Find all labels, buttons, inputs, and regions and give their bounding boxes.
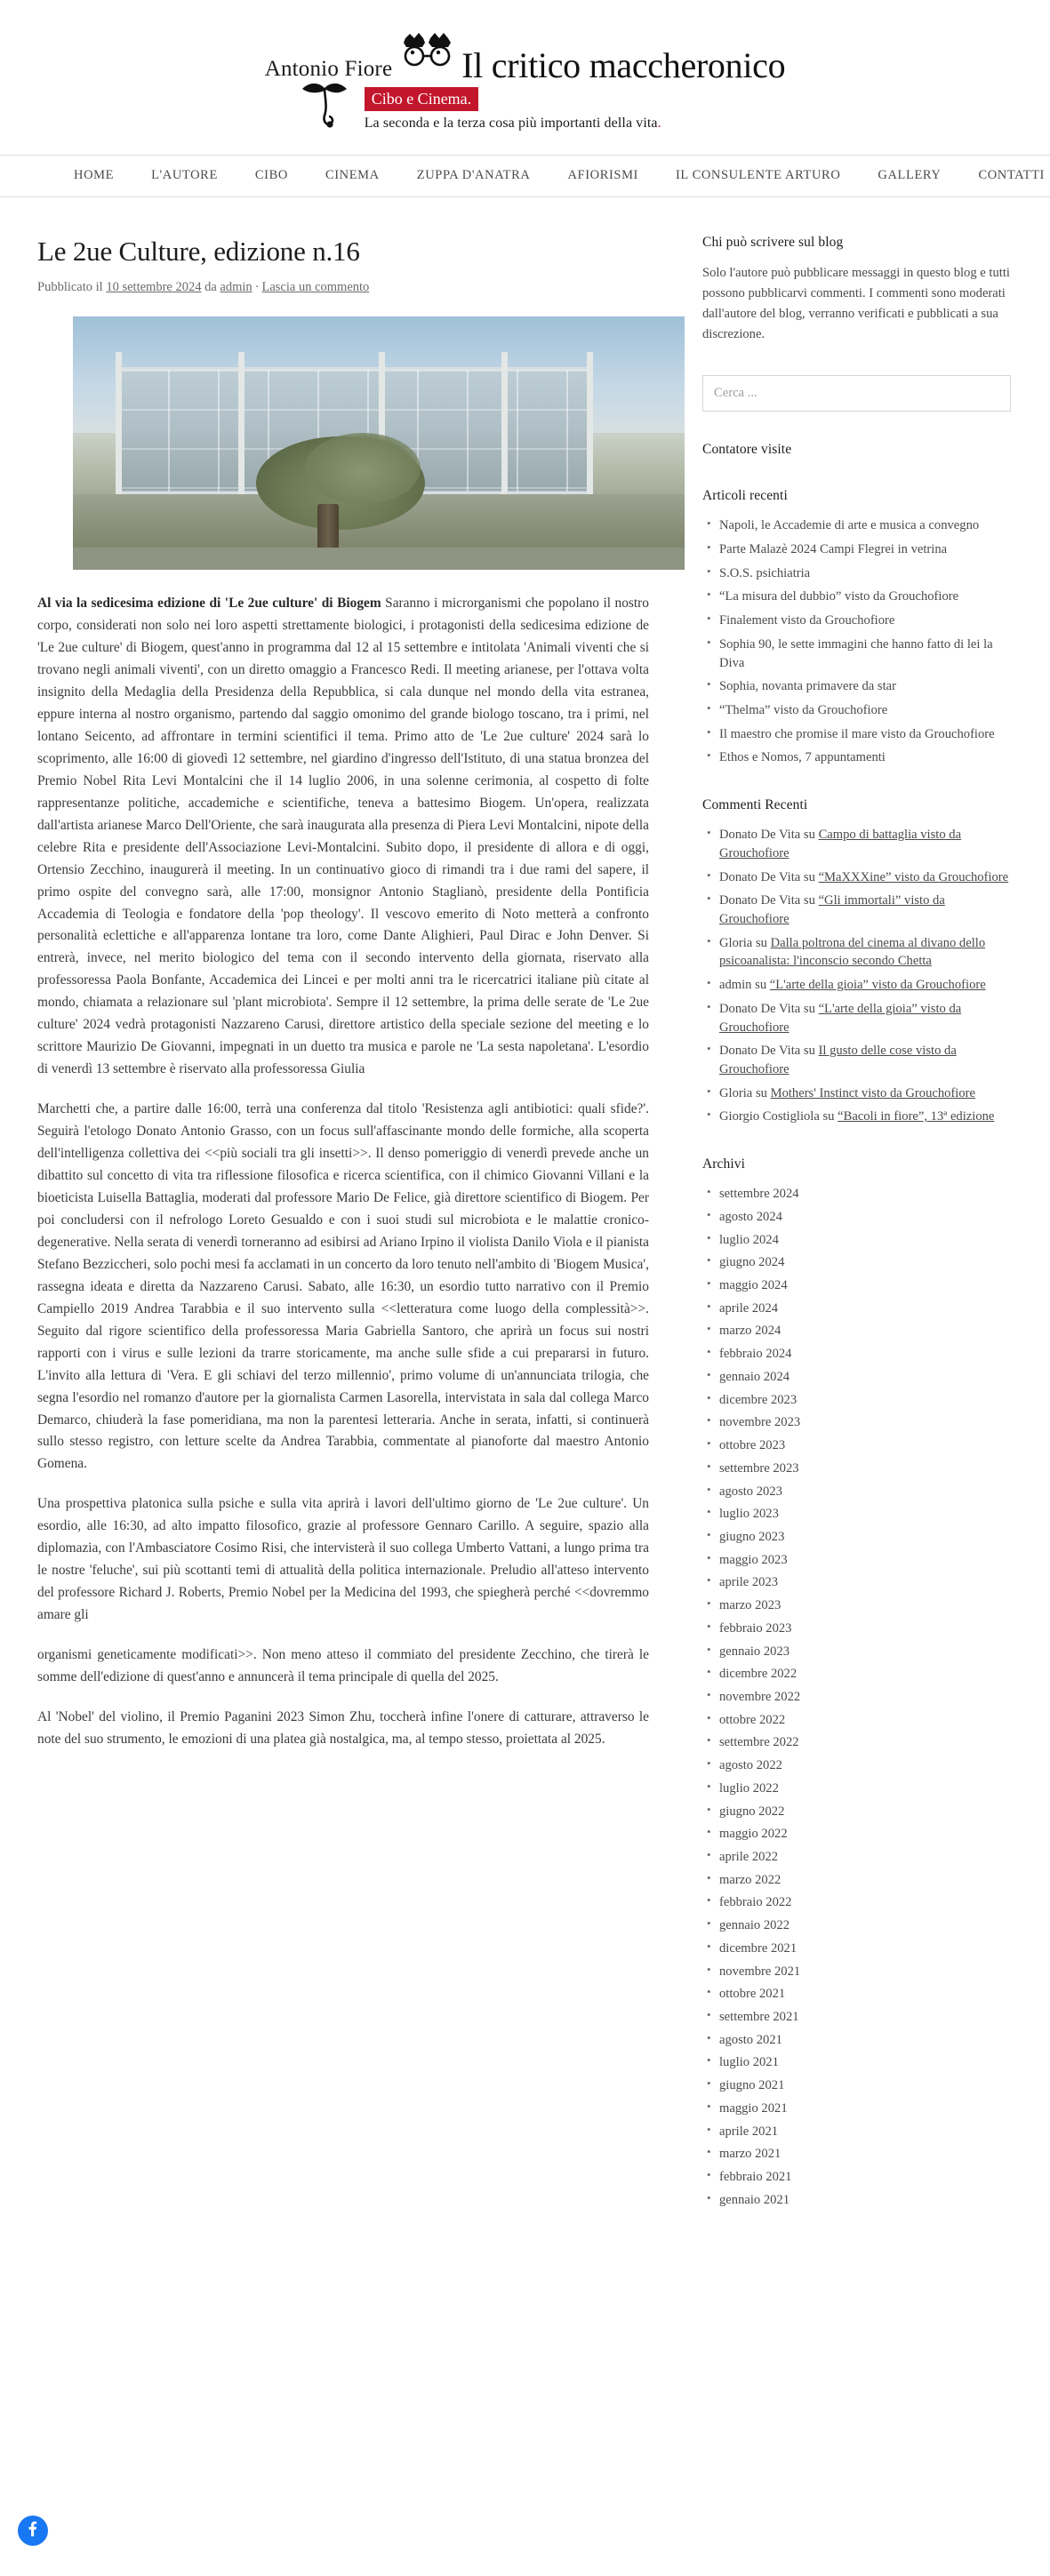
comment-author: Giorgio Costigliola — [719, 1109, 820, 1124]
archive-link[interactable]: luglio 2023 — [719, 1507, 779, 1522]
archive-link[interactable]: luglio 2022 — [719, 1780, 779, 1796]
archive-link[interactable]: giugno 2022 — [719, 1804, 785, 1819]
recent-posts-list — [702, 516, 1011, 767]
nav-item-cibo[interactable]: CIBO — [254, 168, 288, 182]
logo-row — [265, 30, 786, 85]
comment-author: Gloria — [719, 935, 753, 950]
widget-about-title: Chi può scrivere sul blog — [702, 235, 844, 250]
paragraph-1-body: Saranno i microrganismi che popolano il nostro corpo, considerati non solo nei loro aspetti strettamente biologici, i protagonisti della sedicesima edizione de 'Le 2ue culture' di Biogem, quest'anno in programma dal 12 al 15 settembre e intitolata 'Animali viventi che si trovano negli animali viventi', con un diretto omaggio a Francesco Redi. Il meeting arianese, per l'ottava volta insignito della Medaglia della Presidenza della Repubblica, si cala dunque nel mondo della vita estranea, eppure interna al nostro organismo, partendo dal saggio omonimo del grande biologo toscano, tra i primi, nel lontano Seicento, ad affrontare in termini scientifici il tema. Primo atto de 'Le 2ue culture' 2024 sarà lo scoprimento, alle 16:00 di giovedì 12 settembre, nel giardino d'ingresso dell'Istituto, di una statua bronzea del Premio Nobel Rita Levi Montalcini che il 14 luglio 2006, in una solenne cerimonia, al cospetto di folte rappresentanze politiche, accademiche e scientifiche, teneva a battesimo Biogem. Un'opera, realizzata dall'artista arianese Marco Dell'Oriente, che sarà inaugurata alla presenza di Piera Levi Montalcini, nipote della celebre Rita e presidente dell'Associazione Levi-Montalcini. Subito dopo, il presidente di allora e di oggi, Ortensio Zecchino, inaugurerà il meeting. In un continuativo gioco di rimandi tra i due rami del sapere, il primo ospite del convegno sarà, alle 17:00, monsignor Antonio Staglianò, presidente della Pontificia Accademia di Teologia e fondatore della 'pop theology'. Il vescovo emerito di Noto metterà a confronto personalità eclettiche e all'apparenza lontane tra loro, come Dante Alighieri, Paul Dirac e John Denver. Si entrerà, invece, nel merito biologico del tema con il secondo intervento della giornata, riservato alla professoressa Paola Bonfante, Accademica dei Lincei e per molti anni tra le ricercatrici italiane più citate al mondo, chiamata a relazionare sul 'plant microbiota'. Sempre il 12 settembre, la prima delle serate de 'Le 2ue culture' 2024 vedrà protagonisti Nazzareno Carusi, direttore artistico della speciale sezione del meeting e lo scrittore Maurizio De Giovanni, impegnati in un duetto tra musica e parole ne 'La sesta napoletana'. L'esordio di venerdì 13 settembre è riservato alla professoressa Giulia — [37, 596, 649, 1077]
comment-post-link[interactable]: Dalla poltrona del cinema al divano dello psicoanalista: l'inconscio secondo Chetta — [719, 935, 986, 969]
widget-visit-counter-title: Contatore visite — [702, 442, 792, 458]
site-title: Il critico maccheronico — [461, 45, 786, 85]
list-item[interactable] — [719, 725, 1011, 744]
list-item[interactable] — [719, 2168, 1011, 2187]
list-item[interactable] — [719, 701, 1011, 720]
photo-olive-tree-canopy-upper — [305, 433, 421, 504]
meta-date-link[interactable]: 10 settembre 2024 — [106, 280, 202, 295]
archive-link[interactable]: luglio 2024 — [719, 1232, 779, 1247]
comment-author: Donato De Vita — [719, 869, 801, 884]
widget-recent-comments — [702, 797, 1011, 1126]
list-item[interactable] — [719, 1756, 1011, 1775]
nav-item-il-consulente-arturo[interactable]: IL CONSULENTE ARTURO — [676, 168, 841, 182]
archive-link[interactable]: febbraio 2023 — [719, 1620, 792, 1636]
nav-item-contatti[interactable]: CONTATTI — [978, 168, 1045, 182]
nav-inner — [20, 168, 1045, 183]
list-item[interactable] — [719, 1528, 1011, 1547]
comment-connector: su — [803, 1001, 815, 1016]
list-item[interactable] — [719, 1551, 1011, 1570]
recent-post-link[interactable]: S.O.S. psichiatria — [719, 565, 811, 580]
logo-subtitle-block — [265, 84, 786, 132]
list-item[interactable] — [719, 1460, 1011, 1478]
list-item[interactable] — [719, 1368, 1011, 1387]
list-item[interactable] — [719, 1893, 1011, 1912]
site-badge: Cibo e Cinema. — [365, 87, 478, 111]
nav-item-home[interactable]: HOME — [74, 168, 115, 182]
list-item[interactable] — [719, 1322, 1011, 1340]
list-item[interactable] — [719, 1345, 1011, 1364]
paragraph-1 — [37, 593, 649, 1081]
archive-link[interactable]: novembre 2022 — [719, 1689, 801, 1704]
page-title: Le 2ue Culture, edizione n.16 — [37, 236, 360, 267]
nav-item-zuppa-danatra[interactable]: ZUPPA D'ANATRA — [416, 168, 531, 182]
archive-link[interactable]: ottobre 2022 — [719, 1712, 786, 1727]
archive-link[interactable]: settembre 2024 — [719, 1187, 799, 1202]
list-item[interactable] — [719, 976, 1011, 995]
archive-link[interactable]: ottobre 2023 — [719, 1438, 786, 1453]
archive-link[interactable]: agosto 2023 — [719, 1484, 782, 1499]
comment-author: Donato De Vita — [719, 893, 801, 908]
archive-link[interactable]: aprile 2024 — [719, 1300, 779, 1316]
archive-link[interactable]: settembre 2023 — [719, 1460, 799, 1476]
archive-link[interactable]: maggio 2024 — [719, 1278, 788, 1293]
list-item[interactable] — [719, 1985, 1011, 2004]
archive-link[interactable]: aprile 2023 — [719, 1575, 779, 1590]
archive-link[interactable]: gennaio 2024 — [719, 1369, 790, 1384]
archives-list — [702, 1185, 1011, 2209]
nav-item-afiorismi[interactable]: AFIORISMI — [567, 168, 638, 182]
list-item[interactable] — [719, 1733, 1011, 1752]
comment-author: admin — [719, 978, 752, 993]
list-item[interactable] — [719, 636, 1011, 672]
list-item[interactable] — [719, 1825, 1011, 1844]
site-tagline — [365, 116, 786, 132]
recent-post-link[interactable]: Ethos e Nomos, 7 appuntamenti — [719, 750, 886, 765]
recent-comments-list — [702, 826, 1011, 1126]
list-item[interactable] — [719, 1276, 1011, 1295]
list-item[interactable] — [719, 1963, 1011, 1981]
main-navigation — [0, 155, 1050, 197]
facebook-icon — [24, 2520, 42, 2542]
main-content — [0, 235, 702, 1769]
comment-author: Donato De Vita — [719, 1001, 801, 1016]
comment-post-link[interactable]: Campo di battaglia visto da Grouchofiore — [719, 828, 962, 860]
site-logo[interactable] — [265, 30, 786, 132]
list-item[interactable] — [719, 1665, 1011, 1684]
archive-link[interactable]: febbraio 2024 — [719, 1347, 792, 1362]
list-item[interactable] — [719, 1711, 1011, 1730]
archive-link[interactable]: maggio 2022 — [719, 1827, 788, 1842]
list-item[interactable] — [719, 1436, 1011, 1455]
archive-link[interactable]: gennaio 2023 — [719, 1644, 790, 1659]
search-form — [702, 375, 1011, 412]
meta-separator: · — [254, 280, 260, 295]
logo-author-name: Antonio Fiore — [264, 57, 393, 81]
comment-author: Donato De Vita — [719, 828, 801, 843]
list-item[interactable] — [719, 1208, 1011, 1227]
meta-published-label: Pubblicato il — [37, 280, 103, 295]
list-item[interactable] — [719, 2100, 1011, 2118]
paragraph-3: Una prospettiva platonica sulla psiche e sulla vita aprirà i lavori dell'ultimo giorno de 'Le 2ue culture'. Un esordio, alle 16:30, ad alto impatto filosofico, grazie al professore Gennaro Carillo. A seguire, spazio alla diplomazia, con l'Ambasciatore Cosimo Risi, che intervisterà il suo collega Umberto Vattani, a lungo prima tra le nostre 'feluche', sui più scottanti temi di attualità della politica internazionale. Preludio all'atteso intervento del professore Richard J. Roberts, Premio Nobel per la Medicina del 1993, che spiegherà perché <<dovremmo amare gli — [37, 1496, 649, 1623]
list-item[interactable] — [719, 2053, 1011, 2072]
list-item[interactable] — [719, 1848, 1011, 1867]
comment-connector: su — [803, 869, 815, 884]
archive-link[interactable]: giugno 2024 — [719, 1255, 785, 1270]
comment-post-link[interactable]: “L'arte della gioia” visto da Grouchofiore — [719, 1001, 962, 1035]
recent-post-link[interactable]: Parte Malazè 2024 Campi Flegrei in vetrina — [719, 541, 948, 556]
groucho-glasses-icon — [401, 30, 456, 85]
list-item[interactable] — [719, 2123, 1011, 2141]
widget-recent-comments-title: Commenti Recenti — [702, 797, 808, 813]
comment-connector: su — [755, 978, 767, 993]
archive-link[interactable]: marzo 2022 — [719, 1872, 781, 1887]
archive-link[interactable]: agosto 2024 — [719, 1209, 782, 1224]
list-item[interactable] — [719, 1391, 1011, 1410]
list-item[interactable] — [719, 748, 1011, 767]
list-item[interactable] — [719, 1253, 1011, 1272]
archive-link[interactable]: marzo 2024 — [719, 1324, 781, 1339]
comment-connector: su — [803, 893, 815, 908]
archive-link[interactable]: dicembre 2023 — [719, 1392, 798, 1407]
nav-item-gallery[interactable]: GALLERY — [878, 168, 942, 182]
list-item[interactable] — [719, 1483, 1011, 1501]
widget-about-text: Solo l'autore può pubblicare messaggi in questo blog e tutti possono pubblicarvi commenti. I commenti sono moderati dall'autore del blog, verranno verificati e pubblicati a sua discrezione. — [702, 266, 1010, 342]
site-tagline-text: La seconda e la terza cosa più importanti della vita — [364, 116, 658, 131]
page-wrapper — [0, 197, 1050, 2240]
list-item[interactable] — [719, 2076, 1011, 2095]
list-item[interactable] — [719, 612, 1011, 630]
nav-item-autore[interactable]: L'AUTORE — [151, 168, 218, 182]
entry-meta — [37, 280, 649, 295]
list-item[interactable] — [719, 868, 1011, 887]
archive-link[interactable]: marzo 2023 — [719, 1598, 781, 1613]
list-item[interactable] — [719, 1596, 1011, 1615]
paragraph-2: Marchetti che, a partire dalle 16:00, terrà una conferenza dal titolo 'Resistenza agli antibiotici: quali sfide?'. Seguirà l'etologo Donato Antonio Grasso, con un focus sull'affascinante mondo delle formiche, alla scoperta dell'intelligenza collettiva dei <<più sociali tra gli insetti>>. Il denso pomeriggio di venerdì prevede anche un dibattito sul concetto di vita tra riflessione filosofica e ricerca scientifica, con il chimico Giovanni Villani e la bioeticista Luisella Battaglia, moderati dal professore Mario De Felice, già direttore scientifico di Biogem. Per poi concludersi con il nefrologo Loreto Gesualdo e con i suoi studi sul microbiota e le malattie cronico-degenerative. Nella serata di venerdì torneranno ad esibirsi ad Ariano Irpino il violista Danilo Viola e il pianista Stefano Bezziccheri, solo pochi mesi fa acclamati in un concerto da loro tenuto nell'ambito di 'Biogem Musica', rassegna ideata e diretta da Nazzareno Carusi. Sabato, alle 16:30, un esordio tutto narrativo con il Premio Campiello 2019 Andrea Tarabbia e il suo intervento sulla <<letteratura come luogo della complessità>>. Seguito dal rigore scientifico della professoressa Maria Gabriella Santoro, che aprirà un focus sui nostri rapporti con i virus e sulle lezioni da trarre storicamente, ma anche sulle sfide a cui prepararsi in futuro. L'invito alla lettura di 'Vera. E gli schiavi del terzo millennio', primo volume di un'annunciata trilogia, che segna l'esordio nel romanzo d'autore per la giornalista Carmen Lasorella, intervistata in sala dal collega Marco Demarco, chiuderà la fase pomeridiana, ma non la parentesi letteraria. Anche in serata, infatti, si continuerà sullo stesso registro, con letture scelte da Andrea Tarabbia, commentate al pianoforte dal maestro Antonio Gomena. — [37, 1101, 649, 1472]
paragraph-5: Al 'Nobel' del violino, il Premio Paganini 2023 Simon Zhu, toccherà infine l'onere di catturare, attraverso le note del suo strumento, le emozioni di una platea già nostalgica, ma, al tempo stesso, proiettata al 2025. — [37, 1708, 649, 1747]
archive-link[interactable]: febbraio 2022 — [719, 1895, 792, 1910]
list-item[interactable] — [719, 1108, 1011, 1126]
list-item[interactable] — [719, 1231, 1011, 1250]
list-item[interactable] — [719, 1940, 1011, 1958]
comment-connector: su — [803, 1044, 815, 1059]
widget-archives — [702, 1156, 1011, 2209]
comment-author: Donato De Vita — [719, 1044, 801, 1059]
list-item[interactable] — [719, 564, 1011, 583]
list-item[interactable] — [719, 1780, 1011, 1798]
list-item[interactable] — [719, 2191, 1011, 2210]
list-item[interactable] — [719, 1871, 1011, 1890]
widget-visit-counter — [702, 442, 1011, 458]
archive-link[interactable]: gennaio 2021 — [719, 2192, 790, 2207]
recent-post-link[interactable]: “La misura del dubbio” visto da Grouchofiore — [719, 589, 959, 604]
paragraph-4: organismi geneticamente modificati>>. Non meno atteso il commiato del presidente Zecchino, che tirerà le somme dell'edizione di quest'anno e annuncerà il tema principale di quella del 2025. — [37, 1647, 649, 1685]
comment-post-link[interactable]: Mothers' Instinct visto da Grouchofiore — [770, 1085, 976, 1100]
site-header — [0, 0, 1050, 155]
comment-post-link[interactable]: “Gli immortali” visto da Grouchofiore — [719, 893, 945, 926]
article-post — [37, 235, 649, 1751]
facebook-share-button[interactable] — [18, 2516, 48, 2546]
leave-comment-link[interactable]: Lascia un commento — [261, 280, 370, 295]
list-item[interactable] — [719, 1084, 1011, 1103]
archive-link[interactable]: giugno 2023 — [719, 1529, 785, 1544]
comment-connector: su — [803, 828, 815, 843]
widget-recent-posts-title: Articoli recenti — [702, 488, 788, 504]
archive-link[interactable]: agosto 2022 — [719, 1758, 782, 1773]
comment-post-link[interactable]: Il gusto delle cose visto da Grouchofiore — [719, 1044, 957, 1076]
comment-post-link[interactable]: “L'arte della gioia” visto da Grouchofiore — [769, 978, 986, 993]
list-item[interactable] — [719, 1573, 1011, 1592]
list-item[interactable] — [719, 1413, 1011, 1432]
list-item[interactable] — [719, 1000, 1011, 1036]
logo-main-column — [461, 45, 786, 85]
paragraph-1-lead: Al via la sedicesima edizione di 'Le 2ue culture' di Biogem — [37, 596, 381, 612]
meta-by-label: da — [204, 280, 217, 295]
comment-author: Gloria — [719, 1085, 753, 1100]
list-item[interactable] — [719, 516, 1011, 535]
list-item[interactable] — [719, 1643, 1011, 1661]
list-item[interactable] — [719, 1688, 1011, 1707]
archive-link[interactable]: maggio 2023 — [719, 1552, 788, 1567]
comment-post-link[interactable]: “Bacoli in fiore”, 13ª edizione — [838, 1109, 995, 1124]
list-item[interactable] — [719, 826, 1011, 862]
recent-post-link[interactable]: Il maestro che promise il mare visto da Grouchofiore — [719, 726, 995, 741]
archive-link[interactable]: settembre 2022 — [719, 1735, 799, 1750]
list-item[interactable] — [719, 1300, 1011, 1318]
widget-search — [702, 375, 1011, 412]
widget-about — [702, 235, 1011, 345]
recent-post-link[interactable]: Napoli, le Accademie di arte e musica a convegno — [719, 518, 980, 533]
comment-post-link[interactable]: “MaXXXine” visto da Grouchofiore — [818, 869, 1009, 884]
archive-link[interactable]: febbraio 2021 — [719, 2170, 792, 2185]
comment-connector: su — [822, 1109, 835, 1124]
nav-item-cinema[interactable]: CINEMA — [325, 168, 380, 182]
list-item[interactable] — [719, 892, 1011, 928]
archive-link[interactable]: luglio 2021 — [719, 2055, 779, 2070]
archive-link[interactable]: novembre 2023 — [719, 1415, 801, 1430]
recent-post-link[interactable]: Sophia 90, le sette immagini che hanno fatto di lei la Diva — [719, 636, 993, 670]
archive-link[interactable]: aprile 2022 — [719, 1850, 779, 1864]
archive-link[interactable]: settembre 2021 — [719, 2010, 799, 2025]
widget-archives-title: Archivi — [702, 1156, 746, 1172]
archive-link[interactable]: novembre 2021 — [719, 1964, 801, 1979]
recent-post-link[interactable]: “Thelma” visto da Grouchofiore — [719, 702, 888, 717]
sidebar — [702, 235, 1050, 2240]
archive-link[interactable]: dicembre 2021 — [719, 1940, 798, 1956]
archive-link[interactable]: giugno 2021 — [719, 2078, 785, 2093]
featured-image — [73, 316, 685, 570]
list-item[interactable] — [719, 1042, 1011, 1078]
site-tagline-dot: . — [657, 116, 661, 131]
archive-link[interactable]: ottobre 2021 — [719, 1987, 786, 2002]
list-item[interactable] — [719, 934, 1011, 971]
archive-link[interactable]: gennaio 2022 — [719, 1918, 790, 1933]
archive-link[interactable]: agosto 2021 — [719, 2032, 782, 2047]
list-item[interactable] — [719, 2008, 1011, 2027]
photo-sidewalk — [73, 548, 685, 571]
archive-link[interactable]: marzo 2021 — [719, 2147, 781, 2162]
moustache-icon — [301, 80, 352, 134]
list-item[interactable] — [719, 1185, 1011, 1204]
meta-author-link[interactable]: admin — [220, 280, 252, 295]
search-input[interactable] — [702, 375, 1011, 412]
archive-link[interactable]: dicembre 2022 — [719, 1667, 798, 1682]
list-item[interactable] — [719, 588, 1011, 606]
list-item[interactable] — [719, 540, 1011, 559]
entry-content — [37, 593, 649, 1751]
list-item[interactable] — [719, 2031, 1011, 2050]
list-item[interactable] — [719, 1505, 1011, 1524]
list-item[interactable] — [719, 1620, 1011, 1638]
comment-connector: su — [755, 1085, 767, 1100]
list-item[interactable] — [719, 1803, 1011, 1821]
list-item[interactable] — [719, 1916, 1011, 1935]
list-item[interactable] — [719, 677, 1011, 696]
archive-link[interactable]: maggio 2021 — [719, 2100, 788, 2116]
recent-post-link[interactable]: Finalement visto da Grouchofiore — [719, 613, 895, 628]
recent-post-link[interactable]: Sophia, novanta primavere da star — [719, 679, 896, 694]
list-item[interactable] — [719, 2145, 1011, 2164]
widget-recent-posts — [702, 488, 1011, 767]
comment-connector: su — [755, 935, 767, 950]
archive-link[interactable]: aprile 2021 — [719, 2124, 779, 2139]
